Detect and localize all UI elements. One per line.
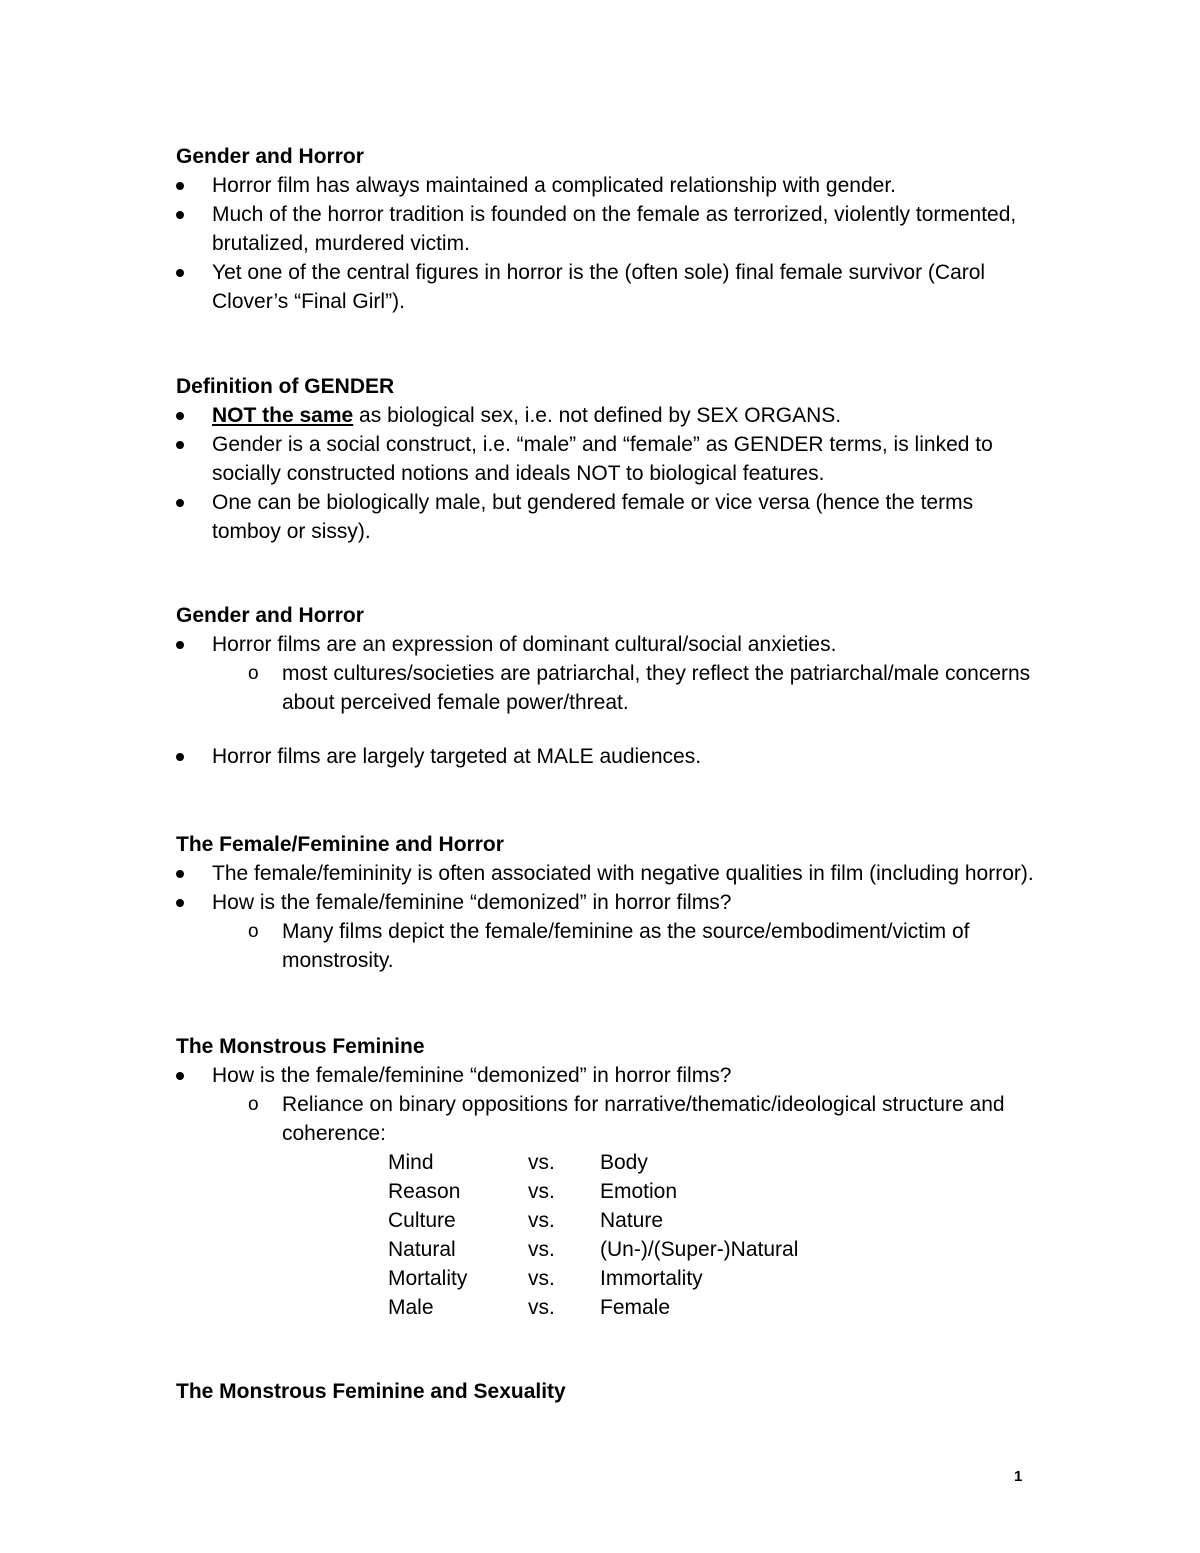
list-item: Horror film has always maintained a complicated relationship with gender. — [176, 171, 1036, 200]
list-item: Horror films are an expression of dominant cultural/social anxieties. — [176, 630, 1036, 659]
bullet-icon — [176, 182, 184, 190]
table-row: Male vs. Female — [388, 1296, 671, 1319]
section-monstrous-feminine-and-sexuality — [176, 1377, 1036, 1406]
bullet-icon — [176, 211, 184, 219]
bullet-icon — [176, 1072, 184, 1080]
circle-bullet-icon: o — [248, 1094, 259, 1115]
section-monstrous-feminine — [176, 1032, 1036, 1322]
sub-list-item: o Many films depict the female/feminine as the source/embodiment/victim of monstrosity. — [176, 917, 1036, 975]
sub-list-item: o Reliance on binary oppositions for narrative/thematic/ideological structure and coherence: — [176, 1090, 1036, 1148]
section-heading: Definition of GENDER — [176, 375, 395, 398]
circle-bullet-icon: o — [248, 663, 259, 684]
list-item: One can be biologically male, but gendered female or vice versa (hence the terms tomboy or sissy). — [176, 488, 1036, 546]
list-item: Horror films are largely targeted at MALE audiences. — [176, 742, 1036, 771]
bullet-list — [176, 630, 1036, 659]
bullet-icon — [176, 269, 184, 277]
list-item: NOT the same as biological sex, i.e. not defined by SEX ORGANS. — [176, 401, 1036, 430]
bullet-icon — [176, 499, 184, 507]
sub-list-item: o most cultures/societies are patriarchal, they reflect the patriarchal/male concerns about perceived female power/threat. — [176, 659, 1036, 717]
bullet-list — [176, 1061, 1036, 1090]
list-item: How is the female/feminine “demonized” in horror films? — [176, 888, 1036, 917]
list-item: Gender is a social construct, i.e. “male” and “female” as GENDER terms, is linked to socially constructed notions and ideals NOT to biological features. — [176, 430, 1036, 488]
bullet-icon — [176, 870, 184, 878]
list-item: The female/femininity is often associated with negative qualities in film (including horror). — [176, 859, 1036, 888]
section-heading: The Monstrous Feminine and Sexuality — [176, 1380, 566, 1403]
table-row: Reason vs. Emotion — [388, 1180, 678, 1203]
binary-oppositions-table — [388, 1148, 798, 1322]
section-heading: Gender and Horror — [176, 604, 364, 627]
bullet-list — [176, 742, 1036, 771]
section-gender-and-horror-1 — [176, 142, 1036, 316]
circle-bullet-icon: o — [248, 921, 259, 942]
table-row: Culture vs. Nature — [388, 1209, 664, 1232]
page-number: 1 — [1014, 1468, 1023, 1485]
section-heading: The Monstrous Feminine — [176, 1035, 425, 1058]
section-heading: The Female/Feminine and Horror — [176, 833, 504, 856]
emphasis-text: NOT the same — [212, 404, 354, 427]
sub-list — [176, 659, 1036, 717]
section-heading: Gender and Horror — [176, 145, 364, 168]
section-gender-and-horror-2 — [176, 601, 1036, 771]
bullet-icon — [176, 899, 184, 907]
list-item: Much of the horror tradition is founded on the female as terrorized, violently tormented, brutalized, murdered victim. — [176, 200, 1036, 258]
bullet-icon — [176, 641, 184, 649]
bullet-icon — [176, 441, 184, 449]
table-row: Mortality vs. Immortality — [388, 1267, 703, 1290]
table-row: Natural vs. (Un-)/(Super-)Natural — [388, 1238, 799, 1261]
list-item: How is the female/feminine “demonized” in horror films? — [176, 1061, 1036, 1090]
sub-list — [176, 917, 1036, 975]
bullet-list — [176, 859, 1036, 917]
bullet-icon — [176, 753, 184, 761]
bullet-list — [176, 171, 1036, 316]
table-row: Mind vs. Body — [388, 1151, 648, 1174]
list-item: Yet one of the central figures in horror is the (often sole) final female survivor (Carol Clover’s “Final Girl”). — [176, 258, 1036, 316]
sub-list — [176, 1090, 1036, 1148]
bullet-list — [176, 401, 1036, 546]
section-female-feminine-and-horror — [176, 830, 1036, 975]
section-definition-of-gender — [176, 372, 1036, 546]
bullet-icon — [176, 412, 184, 420]
